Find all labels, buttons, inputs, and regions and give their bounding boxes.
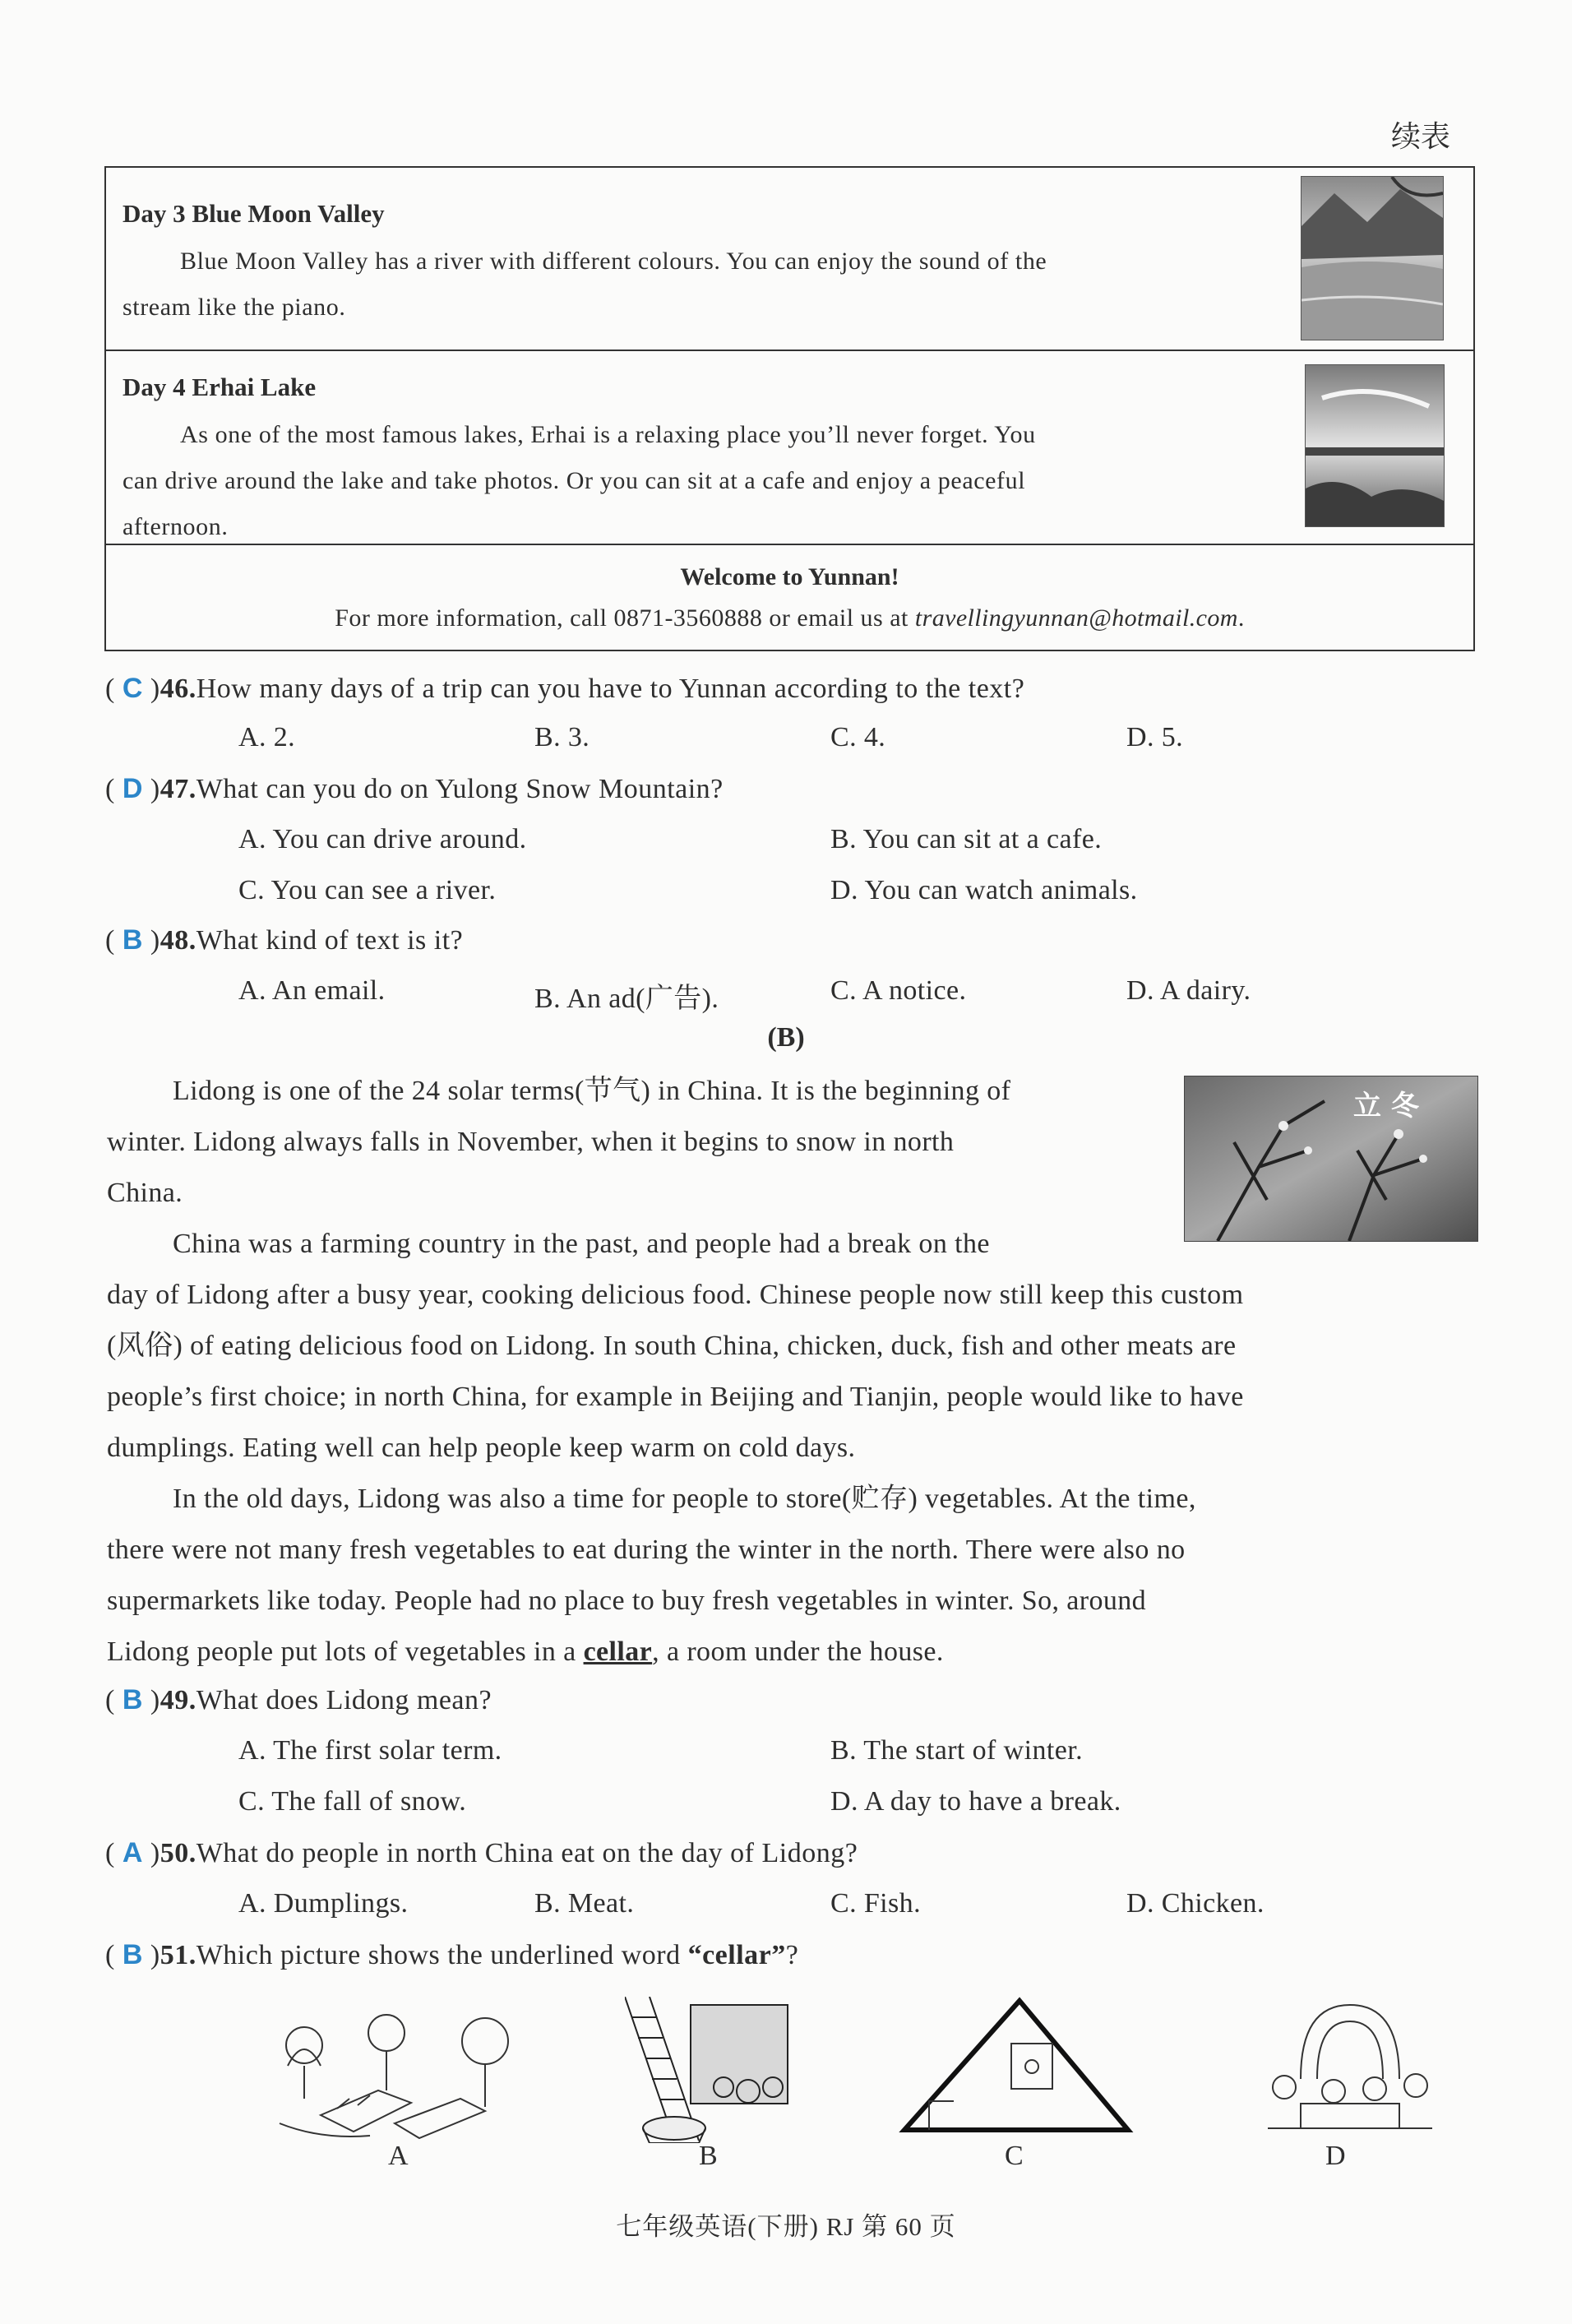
passage-p3-line-1: In the old days, Lidong was also a time for people to store(贮存) vegetables. At the time, bbox=[173, 1484, 1196, 1514]
q49-option-b: B. The start of winter. bbox=[830, 1735, 1083, 1766]
day4-line-2: can drive around the lake and take photos. Or you can sit at a cafe and enjoy a peaceful bbox=[123, 467, 1026, 494]
welcome-row bbox=[106, 545, 1473, 650]
day3-title: Day 3 Blue Moon Valley bbox=[123, 199, 385, 228]
question-48-text: What kind of text is it? bbox=[196, 925, 464, 956]
welcome-heading: Welcome to Yunnan! bbox=[680, 563, 899, 590]
picture-d-label: D bbox=[1325, 2141, 1346, 2171]
picture-b-label: B bbox=[699, 2141, 718, 2171]
q50-option-c: C. Fish. bbox=[830, 1888, 921, 1919]
answer-48: B bbox=[122, 924, 143, 956]
blue-moon-valley-photo bbox=[1301, 176, 1444, 340]
passage-p2 bbox=[107, 1219, 1480, 1474]
day4-row bbox=[106, 351, 1473, 545]
picture-a-label: A bbox=[388, 2141, 409, 2171]
question-46: ( C )46.How many days of a trip can you have to Yunnan according to the text? bbox=[105, 673, 1025, 704]
answer-51: B bbox=[122, 1939, 143, 1970]
contact-email-link[interactable]: travellingyunnan@hotmail.com bbox=[914, 604, 1238, 632]
day4-title: Day 4 Erhai Lake bbox=[123, 373, 317, 401]
q48-option-c: C. A notice. bbox=[830, 975, 967, 1006]
q47-option-c: C. You can see a river. bbox=[238, 875, 497, 905]
q49-option-d: D. A day to have a break. bbox=[830, 1786, 1121, 1817]
day4-line-1: As one of the most famous lakes, Erhai is a relaxing place you’ll never forget. You bbox=[180, 421, 1036, 448]
q47-option-a: A. You can drive around. bbox=[238, 824, 527, 854]
passage-p1-line-2: winter. Lidong always falls in November, when it begins to snow in north bbox=[107, 1127, 955, 1157]
q48-option-b: B. An ad(广告). bbox=[534, 984, 719, 1014]
q47-option-d: D. You can watch animals. bbox=[830, 875, 1138, 905]
question-47: ( D )47.What can you do on Yulong Snow Mountain? bbox=[105, 773, 724, 804]
question-51-mark: ? bbox=[785, 1940, 799, 1970]
continued-label: 续表 bbox=[1390, 120, 1450, 153]
picture-a-garden bbox=[271, 2000, 518, 2144]
question-51: ( B )51.Which picture shows the underlined word “cellar”? bbox=[105, 1939, 799, 1970]
q48-option-a: A. An email. bbox=[238, 975, 386, 1006]
passage-p3-line-4-end: , a room under the house. bbox=[652, 1637, 944, 1667]
passage-p1-line-3: China. bbox=[107, 1178, 183, 1208]
question-47-number: 47. bbox=[160, 774, 196, 804]
day3-line-2: stream like the piano. bbox=[123, 294, 346, 321]
passage-p3-line-2: there were not many fresh vegetables to eat during the winter in the north. There were also no bbox=[107, 1535, 1186, 1565]
contact-info bbox=[106, 604, 1473, 632]
passage-p2-line-5: dumplings. Eating well can help people keep warm on cold days. bbox=[107, 1433, 856, 1463]
passage-p1 bbox=[107, 1066, 1167, 1219]
q46-option-d: D. 5. bbox=[1126, 722, 1184, 752]
lidong-photo bbox=[1184, 1076, 1478, 1242]
passage-p2-line-4: people’s first choice; in north China, for example in Beijing and Tianjin, people would like to have bbox=[107, 1382, 1244, 1412]
day3-row bbox=[106, 168, 1473, 351]
q46-option-a: A. 2. bbox=[238, 722, 296, 752]
question-49: ( B )49.What does Lidong mean? bbox=[105, 1684, 492, 1715]
q50-option-a: A. Dumplings. bbox=[238, 1888, 409, 1919]
passage-p3-line-4 bbox=[107, 1627, 1480, 1678]
picture-c-attic bbox=[896, 1994, 1135, 2134]
question-51-number: 51. bbox=[160, 1940, 196, 1970]
travel-ad-table bbox=[104, 166, 1475, 651]
q49-option-c: C. The fall of snow. bbox=[238, 1786, 467, 1817]
question-50: ( A )50.What do people in north China eat on the day of Lidong? bbox=[105, 1837, 858, 1868]
contact-info-text: For more information, call 0871-3560888 or email us at bbox=[335, 604, 915, 632]
question-50-text: What do people in north China eat on the day of Lidong? bbox=[196, 1838, 858, 1868]
underlined-word-cellar: cellar bbox=[583, 1637, 653, 1667]
page-footer: 七年级英语(下册) RJ 第 60 页 bbox=[616, 2212, 956, 2241]
picture-c-label: C bbox=[1005, 2141, 1024, 2171]
answer-47: D bbox=[122, 773, 143, 804]
question-50-number: 50. bbox=[160, 1838, 196, 1868]
answer-46: C bbox=[122, 673, 143, 704]
question-48-number: 48. bbox=[160, 925, 196, 956]
answer-49: B bbox=[122, 1684, 143, 1715]
passage-p1-line-1: Lidong is one of the 24 solar terms(节气) in China. It is the beginning of bbox=[173, 1076, 1011, 1106]
passage-p3-line-4-text: Lidong people put lots of vegetables in a bbox=[107, 1637, 584, 1667]
passage-p2-line-1: China was a farming country in the past, and people had a break on the bbox=[173, 1229, 990, 1259]
q50-option-b: B. Meat. bbox=[534, 1888, 635, 1919]
q46-option-c: C. 4. bbox=[830, 722, 886, 752]
passage-p2-line-2: day of Lidong after a busy year, cooking delicious food. Chinese people now still keep this custom bbox=[107, 1280, 1244, 1310]
question-51-word: “cellar” bbox=[687, 1940, 786, 1970]
question-49-text: What does Lidong mean? bbox=[196, 1685, 492, 1715]
q47-option-b: B. You can sit at a cafe. bbox=[830, 824, 1103, 854]
answer-50: A bbox=[122, 1837, 143, 1868]
passage-p2-line-3: (风俗) of eating delicious food on Lidong. In south China, chicken, duck, fish and other meats are bbox=[107, 1331, 1237, 1361]
day4-line-3: afternoon. bbox=[123, 513, 229, 540]
passage-p3-line-3: supermarkets like today. People had no place to buy fresh vegetables in winter. So, around bbox=[107, 1586, 1147, 1616]
passage-p3 bbox=[107, 1474, 1480, 1678]
question-47-text: What can you do on Yulong Snow Mountain? bbox=[196, 774, 724, 804]
q49-option-a: A. The first solar term. bbox=[238, 1735, 502, 1766]
q46-option-b: B. 3. bbox=[534, 722, 590, 752]
picture-b-cellar bbox=[625, 1997, 789, 2143]
lidong-photo-caption: 立 冬 bbox=[1353, 1090, 1419, 1123]
question-51-text: Which picture shows the underlined word bbox=[196, 1940, 688, 1970]
section-b-heading: (B) bbox=[767, 1022, 805, 1053]
question-49-number: 49. bbox=[160, 1685, 196, 1715]
q50-option-d: D. Chicken. bbox=[1126, 1888, 1265, 1919]
question-46-number: 46. bbox=[160, 674, 196, 704]
day3-line-1: Blue Moon Valley has a river with different colours. You can enjoy the sound of the bbox=[180, 248, 1047, 275]
contact-info-period: . bbox=[1237, 604, 1245, 632]
erhai-lake-photo bbox=[1305, 364, 1445, 527]
question-48: ( B )48.What kind of text is it? bbox=[105, 924, 464, 956]
q48-option-d: D. A dairy. bbox=[1126, 975, 1251, 1006]
picture-d-restaurant bbox=[1251, 1997, 1449, 2137]
question-46-text: How many days of a trip can you have to Yunnan according to the text? bbox=[196, 674, 1025, 704]
